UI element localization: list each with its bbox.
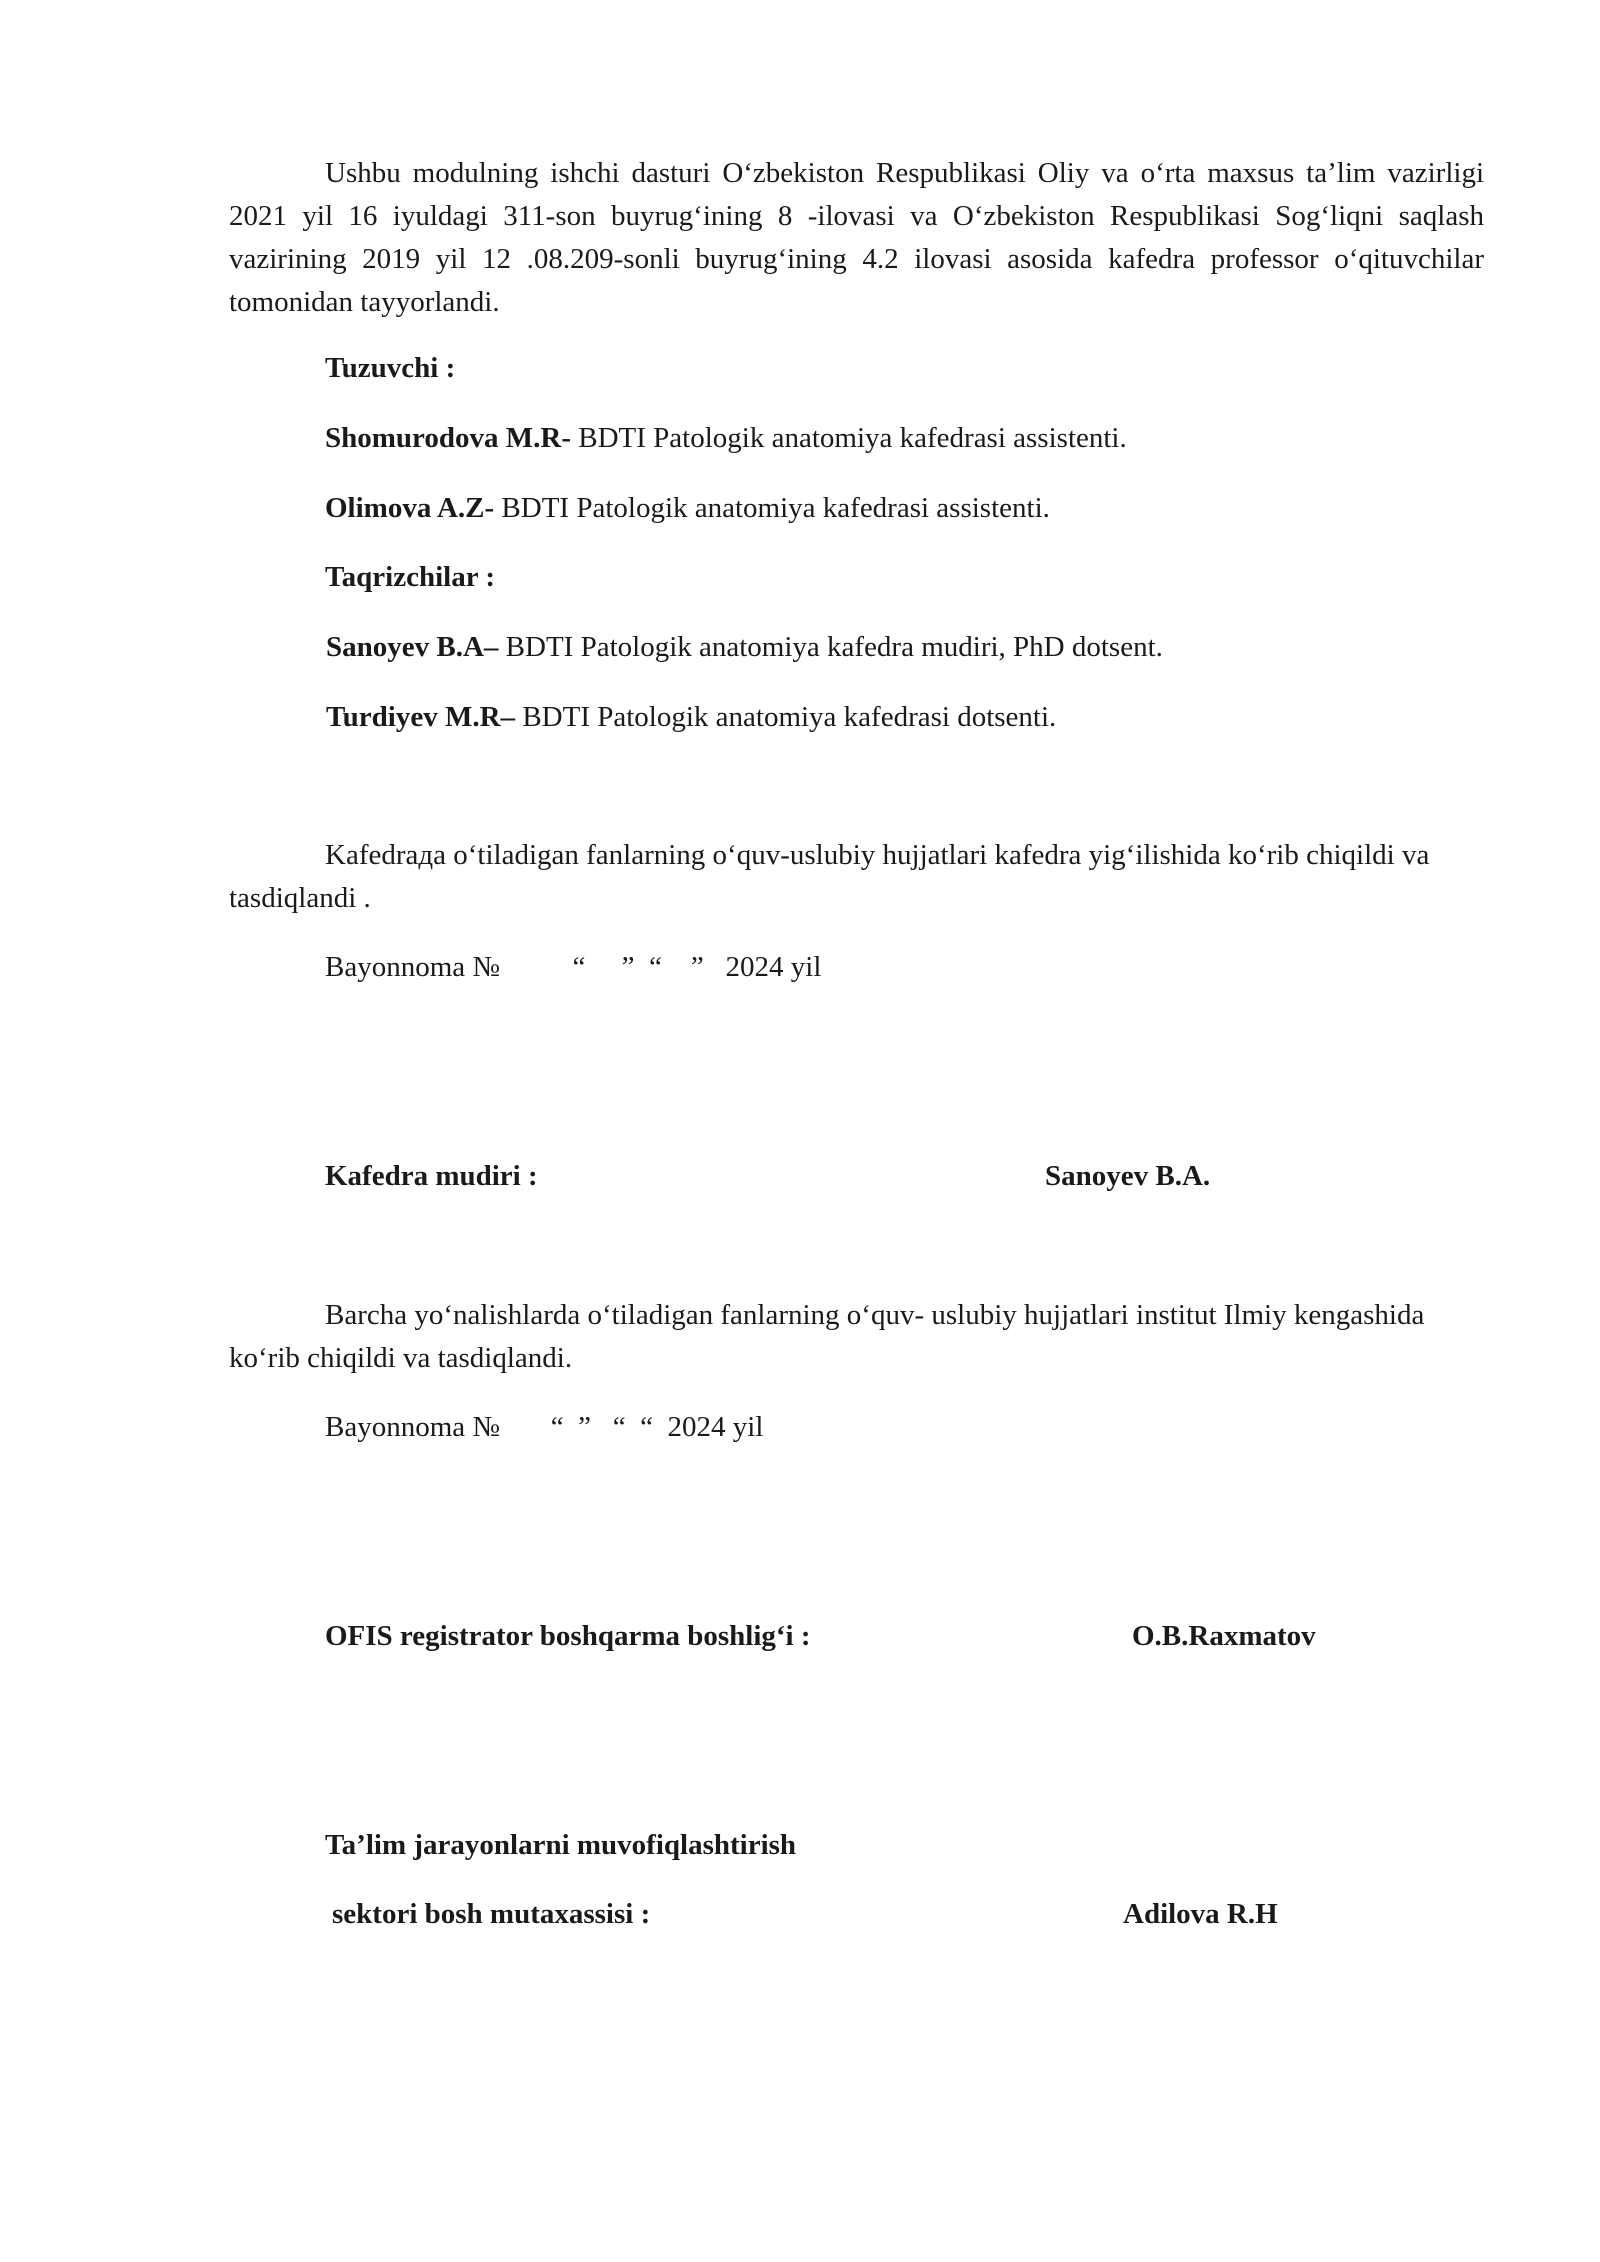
council-protocol-line: Bayonnoma № “ ” “ “ 2024 yil (325, 1411, 764, 1443)
reviewer-role-2: BDTI Patologik anatomiya kafedrasi dotsenti. (515, 701, 1057, 733)
coordinator-label-line2: sektori bosh mutaxassisi : (332, 1898, 651, 1930)
department-protocol-line: Bayonnoma № “ ” “ ” 2024 yil (325, 951, 822, 983)
author-line-2 (325, 487, 1050, 530)
reviewer-line-1 (326, 626, 1163, 669)
registrar-name: O.B.Raxmatov (1132, 1620, 1316, 1652)
author-name-2: Olimova A.Z- (325, 492, 495, 524)
department-approval-paragraph: Kafedrада o‘tiladigan fanlarning o‘quv-uslubiy hujjatlari kafedra yig‘ilishida ko‘rib chiqildi va tasdiqlandi . (229, 839, 1430, 914)
author-name-1: Shomurodova M.R (325, 422, 562, 454)
reviewer-line-2 (326, 696, 1056, 739)
coordinator-label-line1: Ta’lim jarayonlarni muvofiqlashtirish (325, 1829, 797, 1861)
intro-paragraph: Ushbu modulning ishchi dasturi O‘zbekiston Respublikasi Oliy va o‘rta maxsus ta’lim vazirligi 2021 yil 16 iyuldagi 311-son buyrug‘ining 8 -ilovasi va O‘zbekiston Respublikasi Sog‘liqni saqlash vazirining 2019 yil 12 .08.209-sonli buyrug‘ining 4.2 ilovasi asosida kafedra professor o‘qituvchilar tomonidan tayyorlandi. (229, 157, 1484, 318)
council-approval-paragraph: Barcha yo‘nalishlarda o‘tiladigan fanlarning o‘quv- uslubiy hujjatlari institut Ilmiy kengashida ko‘rib chiqildi va tasdiqlandi. (229, 1299, 1425, 1374)
author-role-1: BDTI Patologik anatomiya kafedrasi assistenti. (571, 422, 1127, 454)
author-role-2: BDTI Patologik anatomiya kafedrasi assistenti. (494, 492, 1050, 524)
reviewer-name-2: Turdiyev M.R– (326, 701, 516, 733)
coordinator-name: Adilova R.H (1123, 1898, 1278, 1930)
author-line-1 (325, 417, 1127, 460)
department-head-name: Sanoyev B.A. (1045, 1160, 1211, 1192)
author-sep-1: - (561, 422, 572, 454)
department-head-label: Kafedra mudiri : (325, 1160, 538, 1192)
registrar-label: OFIS registrator boshqarma boshlig‘i : (325, 1620, 811, 1652)
authors-heading: Tuzuvchi : (325, 352, 456, 384)
reviewers-heading: Taqrizchilar : (325, 561, 495, 593)
reviewer-role-1: BDTI Patologik anatomiya kafedra mudiri, PhD dotsent. (498, 631, 1163, 663)
reviewer-name-1: Sanoyev B.A– (326, 631, 499, 663)
